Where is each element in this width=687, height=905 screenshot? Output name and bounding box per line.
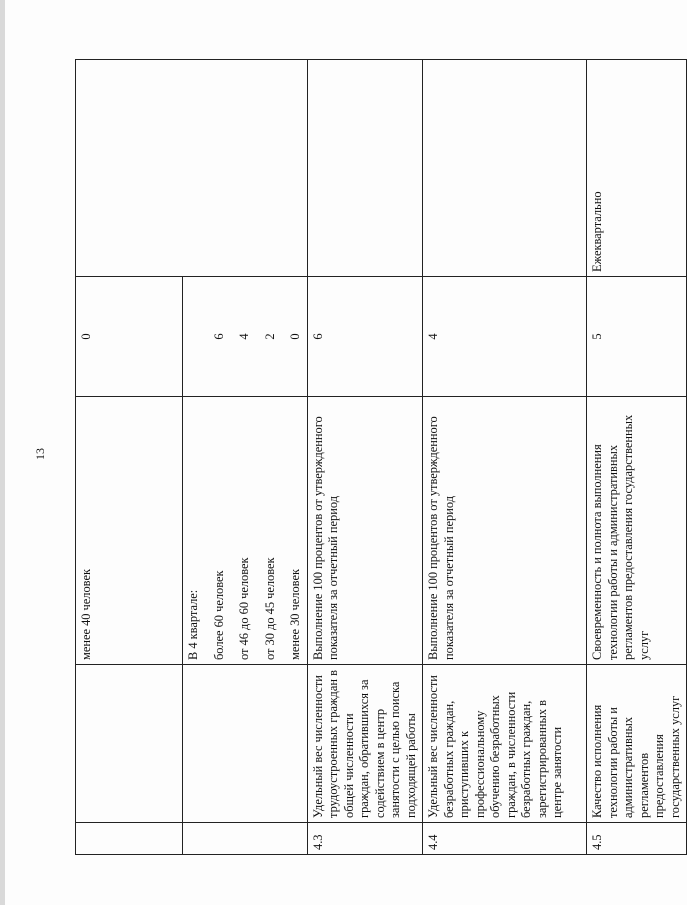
criteria-item: менее 30 человек (288, 569, 302, 660)
criteria-item: от 46 до 60 человек (237, 557, 251, 660)
frequency-cell (76, 60, 308, 277)
frequency-cell: Ежеквартально (587, 60, 687, 277)
criteria-item: менее 40 человек (79, 569, 93, 660)
table-row (76, 60, 183, 855)
criteria-item: Выполнение 100 процентов от утвержденного показателя за отчетный период (310, 416, 340, 660)
row-number: 4.4 (423, 823, 587, 855)
table-row (587, 60, 687, 855)
row-number: 4.5 (587, 823, 687, 855)
criteria-table (75, 59, 687, 855)
indicator-name (76, 665, 183, 823)
points-value: 0 (288, 333, 302, 340)
points-value: 5 (590, 333, 604, 340)
table-row (307, 60, 423, 855)
points-value: 6 (211, 333, 226, 340)
points-cell (183, 277, 308, 397)
criteria-cell (423, 397, 587, 665)
points-cell (587, 277, 687, 397)
criteria-cell (307, 397, 423, 665)
rotated-page (40, 60, 682, 875)
indicator-name (183, 665, 308, 823)
points-value: 4 (237, 333, 251, 340)
criteria-cell (587, 397, 687, 665)
row-number (76, 823, 183, 855)
criteria-cell (183, 397, 308, 665)
criteria-item: Выполнение 100 процентов от утвержденного показателя за отчетный период (426, 416, 456, 660)
points-value: 2 (262, 333, 277, 340)
row-number (183, 823, 308, 855)
indicator-name: Удельный вес численности безработных граждан, приступивших к профессиональному обучению безработных граждан, в численности безработных граждан, зарегистрированных в центре занятости (423, 665, 587, 823)
table-row (423, 60, 587, 855)
criteria-item: В 4 квартале: (186, 589, 200, 660)
row-number: 4.3 (307, 823, 423, 855)
indicator-name: Качество исполнения технологии работы и административных регламентов предоставления государственных услуг (587, 665, 687, 823)
criteria-item: более 60 человек (211, 570, 226, 660)
page-edge (0, 0, 5, 905)
points-cell (423, 277, 587, 397)
points-value: 0 (79, 333, 93, 340)
indicator-name: Удельный вес численности трудоустроенных граждан в общей численности граждан, обратившихся за содействием в центр занятости с целью поиска подходящей работы (307, 665, 423, 823)
criteria-item: Своевременность и полнота выполнения технологии работы и административных регламентов предоставления государственных услуг (590, 414, 651, 660)
points-value (186, 281, 202, 392)
points-value: 6 (310, 333, 325, 340)
criteria-cell (76, 397, 183, 665)
points-cell (76, 277, 183, 397)
frequency-cell (423, 60, 587, 277)
points-value: 4 (426, 333, 440, 340)
points-cell (307, 277, 423, 397)
page-number: 13 (33, 448, 47, 460)
frequency-cell (307, 60, 423, 277)
criteria-item: от 30 до 45 человек (262, 557, 277, 660)
